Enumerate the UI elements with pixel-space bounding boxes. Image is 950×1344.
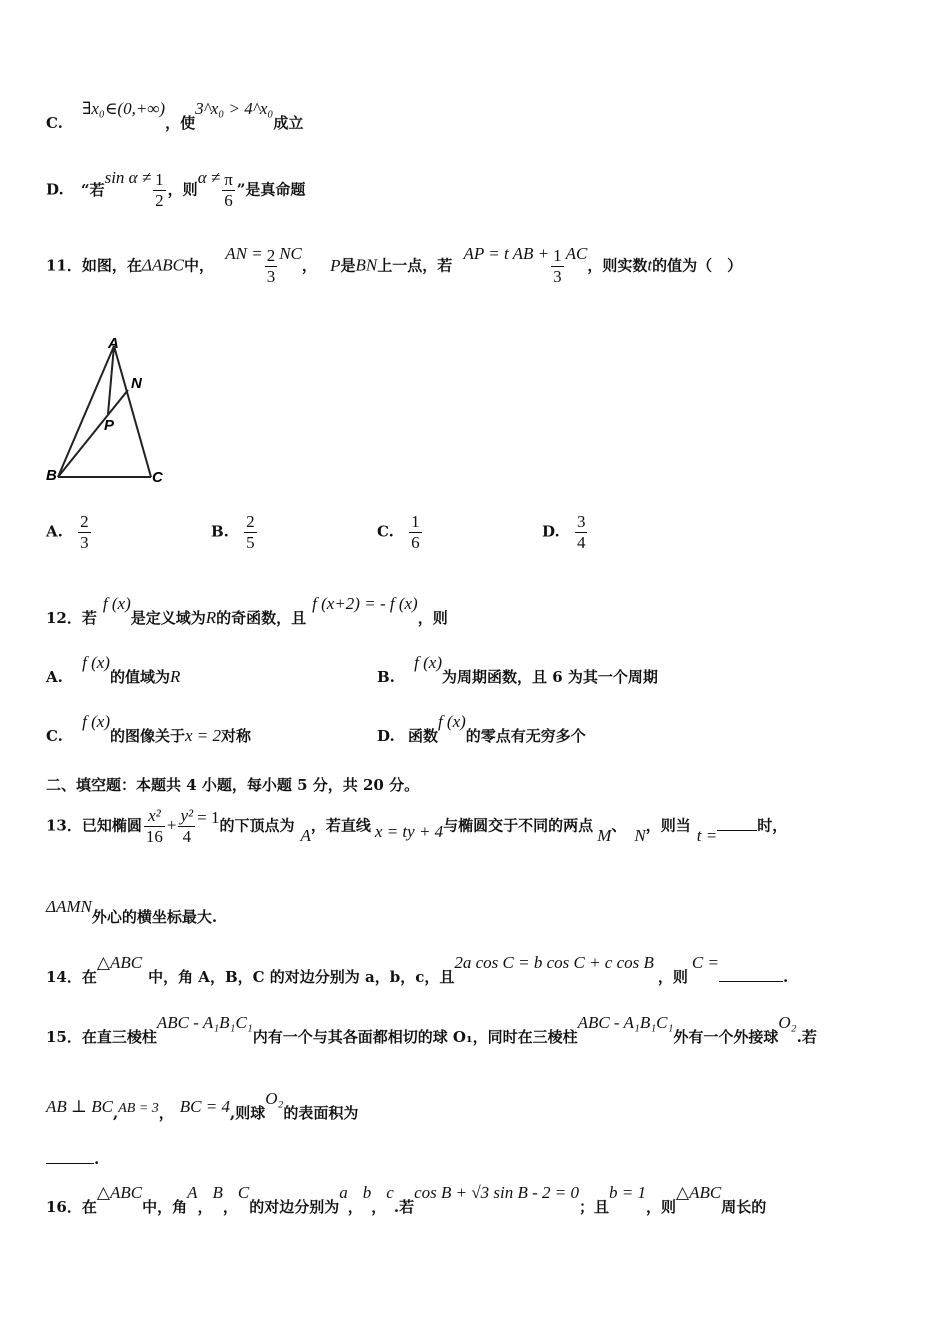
label-n: N (131, 375, 142, 392)
label-p: P (104, 417, 115, 434)
q10-d-frac1: $\frac{1}{2}$ (155, 170, 164, 210)
label-b: B (46, 467, 57, 484)
q15-question: 15．在直三棱柱ABC - A₁B₁C₁内有一个与其各面都相切的球 O₁，同时在三棱柱ABC - A₁B₁C₁外有一个外接球O₂.若 (46, 1013, 817, 1046)
label-a: A (108, 335, 119, 352)
q10-c-math2: 3^x₀ > 4^x₀ (195, 99, 274, 118)
label-c: C (152, 469, 163, 486)
q11-option-a: A. $\frac{2}{3}$ (46, 512, 89, 552)
q13-frac-y: $\frac{\text{y²}}{4}$ (180, 806, 194, 846)
edge-ac (114, 346, 151, 477)
q10-d-frac2: $\frac{\pi}{6}$ (224, 170, 233, 210)
q13-frac-x: $\frac{\text{x²}}{16}$ (145, 806, 163, 846)
q11-ap-frac: $\frac{1}{3}$ (553, 246, 562, 286)
q11-option-b: B. $\frac{2}{5}$ (211, 512, 255, 552)
q12-option-a: A. f (x)的值域为R (46, 653, 181, 686)
segment-bn (58, 390, 128, 477)
q15-answer-line: . (46, 1150, 99, 1168)
q11-question: 11．如图，在ΔABC中， AN = $\frac{2}{3}$ NC， P是BN上一点，若 AP = t AB + $\frac{1}{3}$ AC，则实数t的值为（ ） (46, 243, 743, 286)
section-heading-fill-in: 二、填空题：本题共 4 小题，每小题 5 分，共 20 分。 (46, 776, 420, 794)
q13-answer-blank[interactable] (717, 830, 757, 831)
q14-question: 14．在△ABC中，角 A，B，C 的对边分别为 a，b，c，且2a cos C = b cos C + c cos B，则C =. (46, 953, 789, 986)
q10-c-math: ∃x₀∈(0,+∞) (82, 99, 166, 118)
q11-triangle-figure (44, 332, 174, 492)
q12-option-c: C. f (x)的图像关于x = 2对称 (46, 712, 252, 745)
q10-option-d: D. “若sin α ≠ $\frac{1}{2}$ ，则α ≠ $\frac{\pi}{6}$ ”是真命题 (46, 167, 306, 210)
q11-option-c: C. $\frac{1}{6}$ (377, 512, 420, 552)
q11-an-frac: $\frac{2}{3}$ (266, 246, 276, 286)
q10-option-c: C. ∃x₀∈(0,+∞)，使3^x₀ > 4^x₀成立 (46, 99, 304, 132)
q13-question: 13．已知椭圆 $\frac{\text{x²}}{16}$ + $\frac{\text{y²}}{4}$ = 1的下顶点为 A，若直线 x = ty + 4与椭圆交于不同的两点 M、 N，则当 t = 时， (46, 806, 788, 846)
q13-question-cont: ΔAMN外心的横坐标最大. (46, 897, 218, 926)
edge-ab (58, 346, 114, 477)
q16-question: 16．在△ABC中，角A，B，C的对边分别为a，b，c.若cos B + √3 sin B - 2 = 0；且b = 1，则△ABC周长的 (46, 1183, 767, 1216)
q15-answer-blank[interactable] (46, 1163, 94, 1164)
q11-option-d: D. $\frac{3}{4}$ (542, 512, 586, 552)
q15-question-cont: AB ⊥ BC,AB = 3， BC = 4,则球O₂的表面积为 (46, 1089, 359, 1122)
q12-option-d: D. 函数f (x)的零点有无穷多个 (377, 712, 586, 745)
q14-answer-blank[interactable] (719, 981, 783, 982)
q12-question: 12．若f (x)是定义域为R的奇函数，且f (x+2) = - f (x)，则 (46, 594, 448, 627)
q12-option-b: B. f (x)为周期函数，且 6 为其一个周期 (377, 653, 658, 686)
